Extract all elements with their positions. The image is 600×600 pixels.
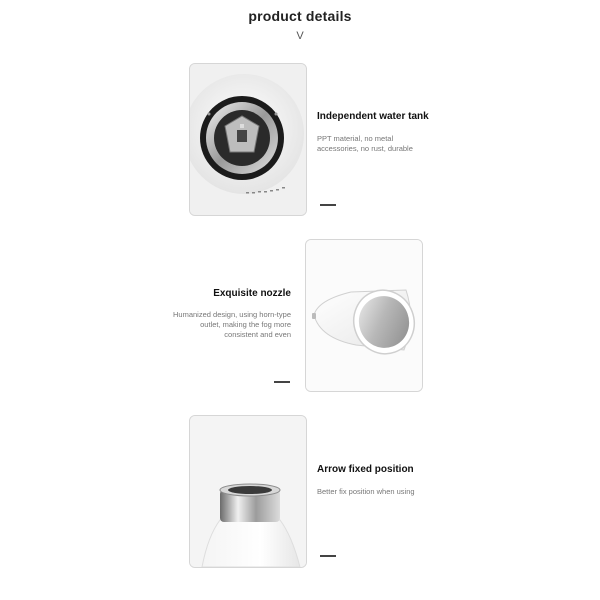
fixed-spout-icon — [190, 416, 306, 567]
feature-description-nozzle: Humanized design, using horn-type outlet, making the fog more consistent and even — [173, 310, 291, 339]
page-title: product details — [248, 8, 352, 24]
divider-dash — [320, 555, 336, 557]
feature-heading-fixed-position: Arrow fixed position — [317, 464, 414, 475]
divider-dash — [320, 204, 336, 206]
feature-heading-nozzle: Exquisite nozzle — [213, 288, 291, 299]
water-tank-image-card — [189, 63, 307, 216]
divider-dash — [274, 381, 290, 383]
chevron-down-icon: V — [296, 30, 304, 42]
spout-image-card — [189, 415, 307, 568]
feature-heading-water-tank: Independent water tank — [317, 111, 429, 122]
feature-description-water-tank: PPT material, no metal accessories, no rust, durable — [317, 134, 413, 153]
horn-nozzle-icon — [306, 240, 422, 391]
feature-description-fixed-position: Better fix position when using — [317, 487, 415, 496]
nozzle-image-card — [305, 239, 423, 392]
water-tank-top-icon — [190, 64, 306, 215]
